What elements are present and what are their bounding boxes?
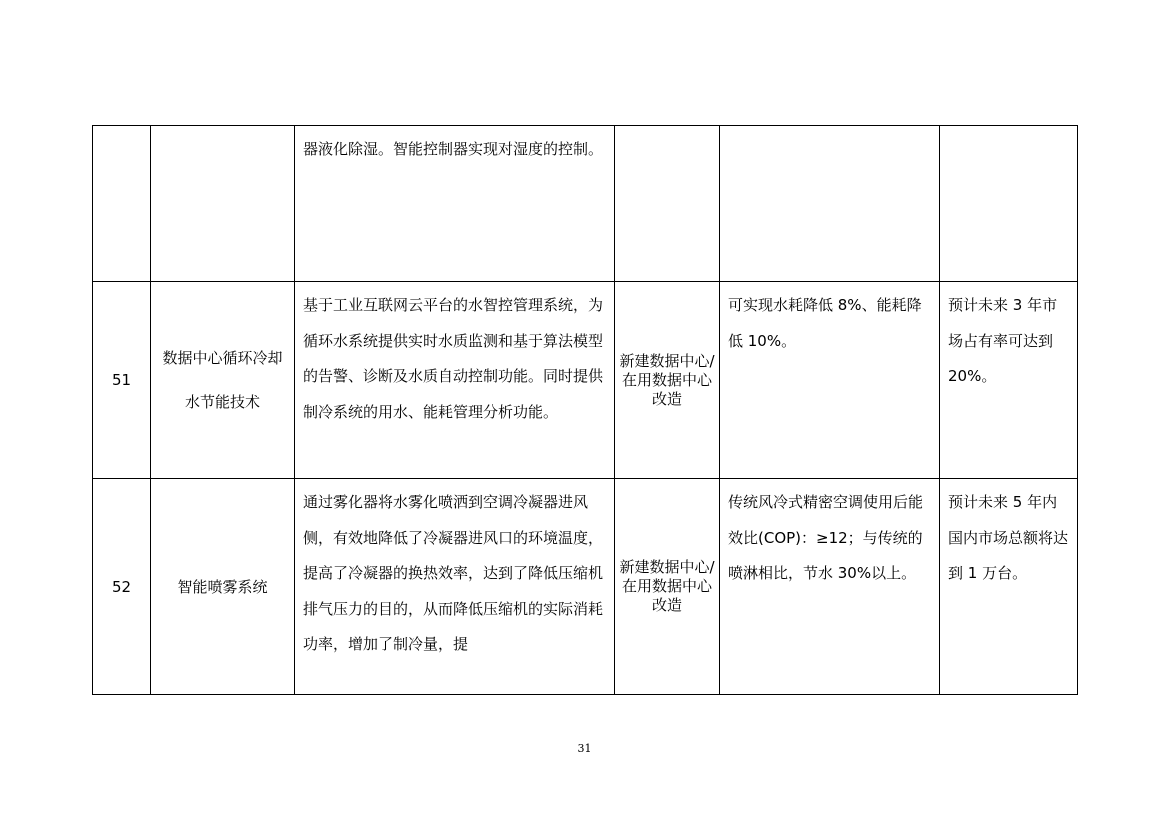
energy-saving-effect: 传统风冷式精密空调使用后能效比(COP)：≥12；与传统的喷淋相比，节水 30%以上。 [720, 479, 940, 695]
market-forecast: 预计未来 5 年内国内市场总额将达到 1 万台。 [940, 479, 1078, 695]
technology-name [151, 126, 295, 282]
table-row [93, 479, 1078, 695]
market-forecast [940, 126, 1078, 282]
table-row [93, 282, 1078, 479]
technology-description: 基于工业互联网云平台的水智控管理系统，为循环水系统提供实时水质监测和基于算法模型的告警、诊断及水质自动控制功能。同时提供制冷系统的用水、能耗管理分析功能。 [295, 282, 615, 479]
application-scene: 新建数据中心/在用数据中心改造 [615, 282, 720, 479]
technology-description: 器液化除湿。智能控制器实现对湿度的控制。 [295, 126, 615, 282]
technology-description: 通过雾化器将水雾化喷洒到空调冷凝器进风侧，有效地降低了冷凝器进风口的环境温度，提高了冷凝器的换热效率，达到了降低压缩机排气压力的目的，从而降低压缩机的实际消耗功率，增加了制冷量，提 [295, 479, 615, 695]
market-forecast: 预计未来 3 年市场占有率可达到 20%。 [940, 282, 1078, 479]
row-number: 52 [93, 479, 151, 695]
application-scene [615, 126, 720, 282]
energy-saving-effect [720, 126, 940, 282]
technology-name: 智能喷雾系统 [151, 479, 295, 695]
application-scene: 新建数据中心/在用数据中心改造 [615, 479, 720, 695]
technology-name: 数据中心循环冷却水节能技术 [151, 282, 295, 479]
energy-saving-effect: 可实现水耗降低 8%、能耗降低 10%。 [720, 282, 940, 479]
technology-table [92, 125, 1078, 695]
table-row [93, 126, 1078, 282]
row-number [93, 126, 151, 282]
page-number: 31 [577, 742, 592, 755]
row-number: 51 [93, 282, 151, 479]
